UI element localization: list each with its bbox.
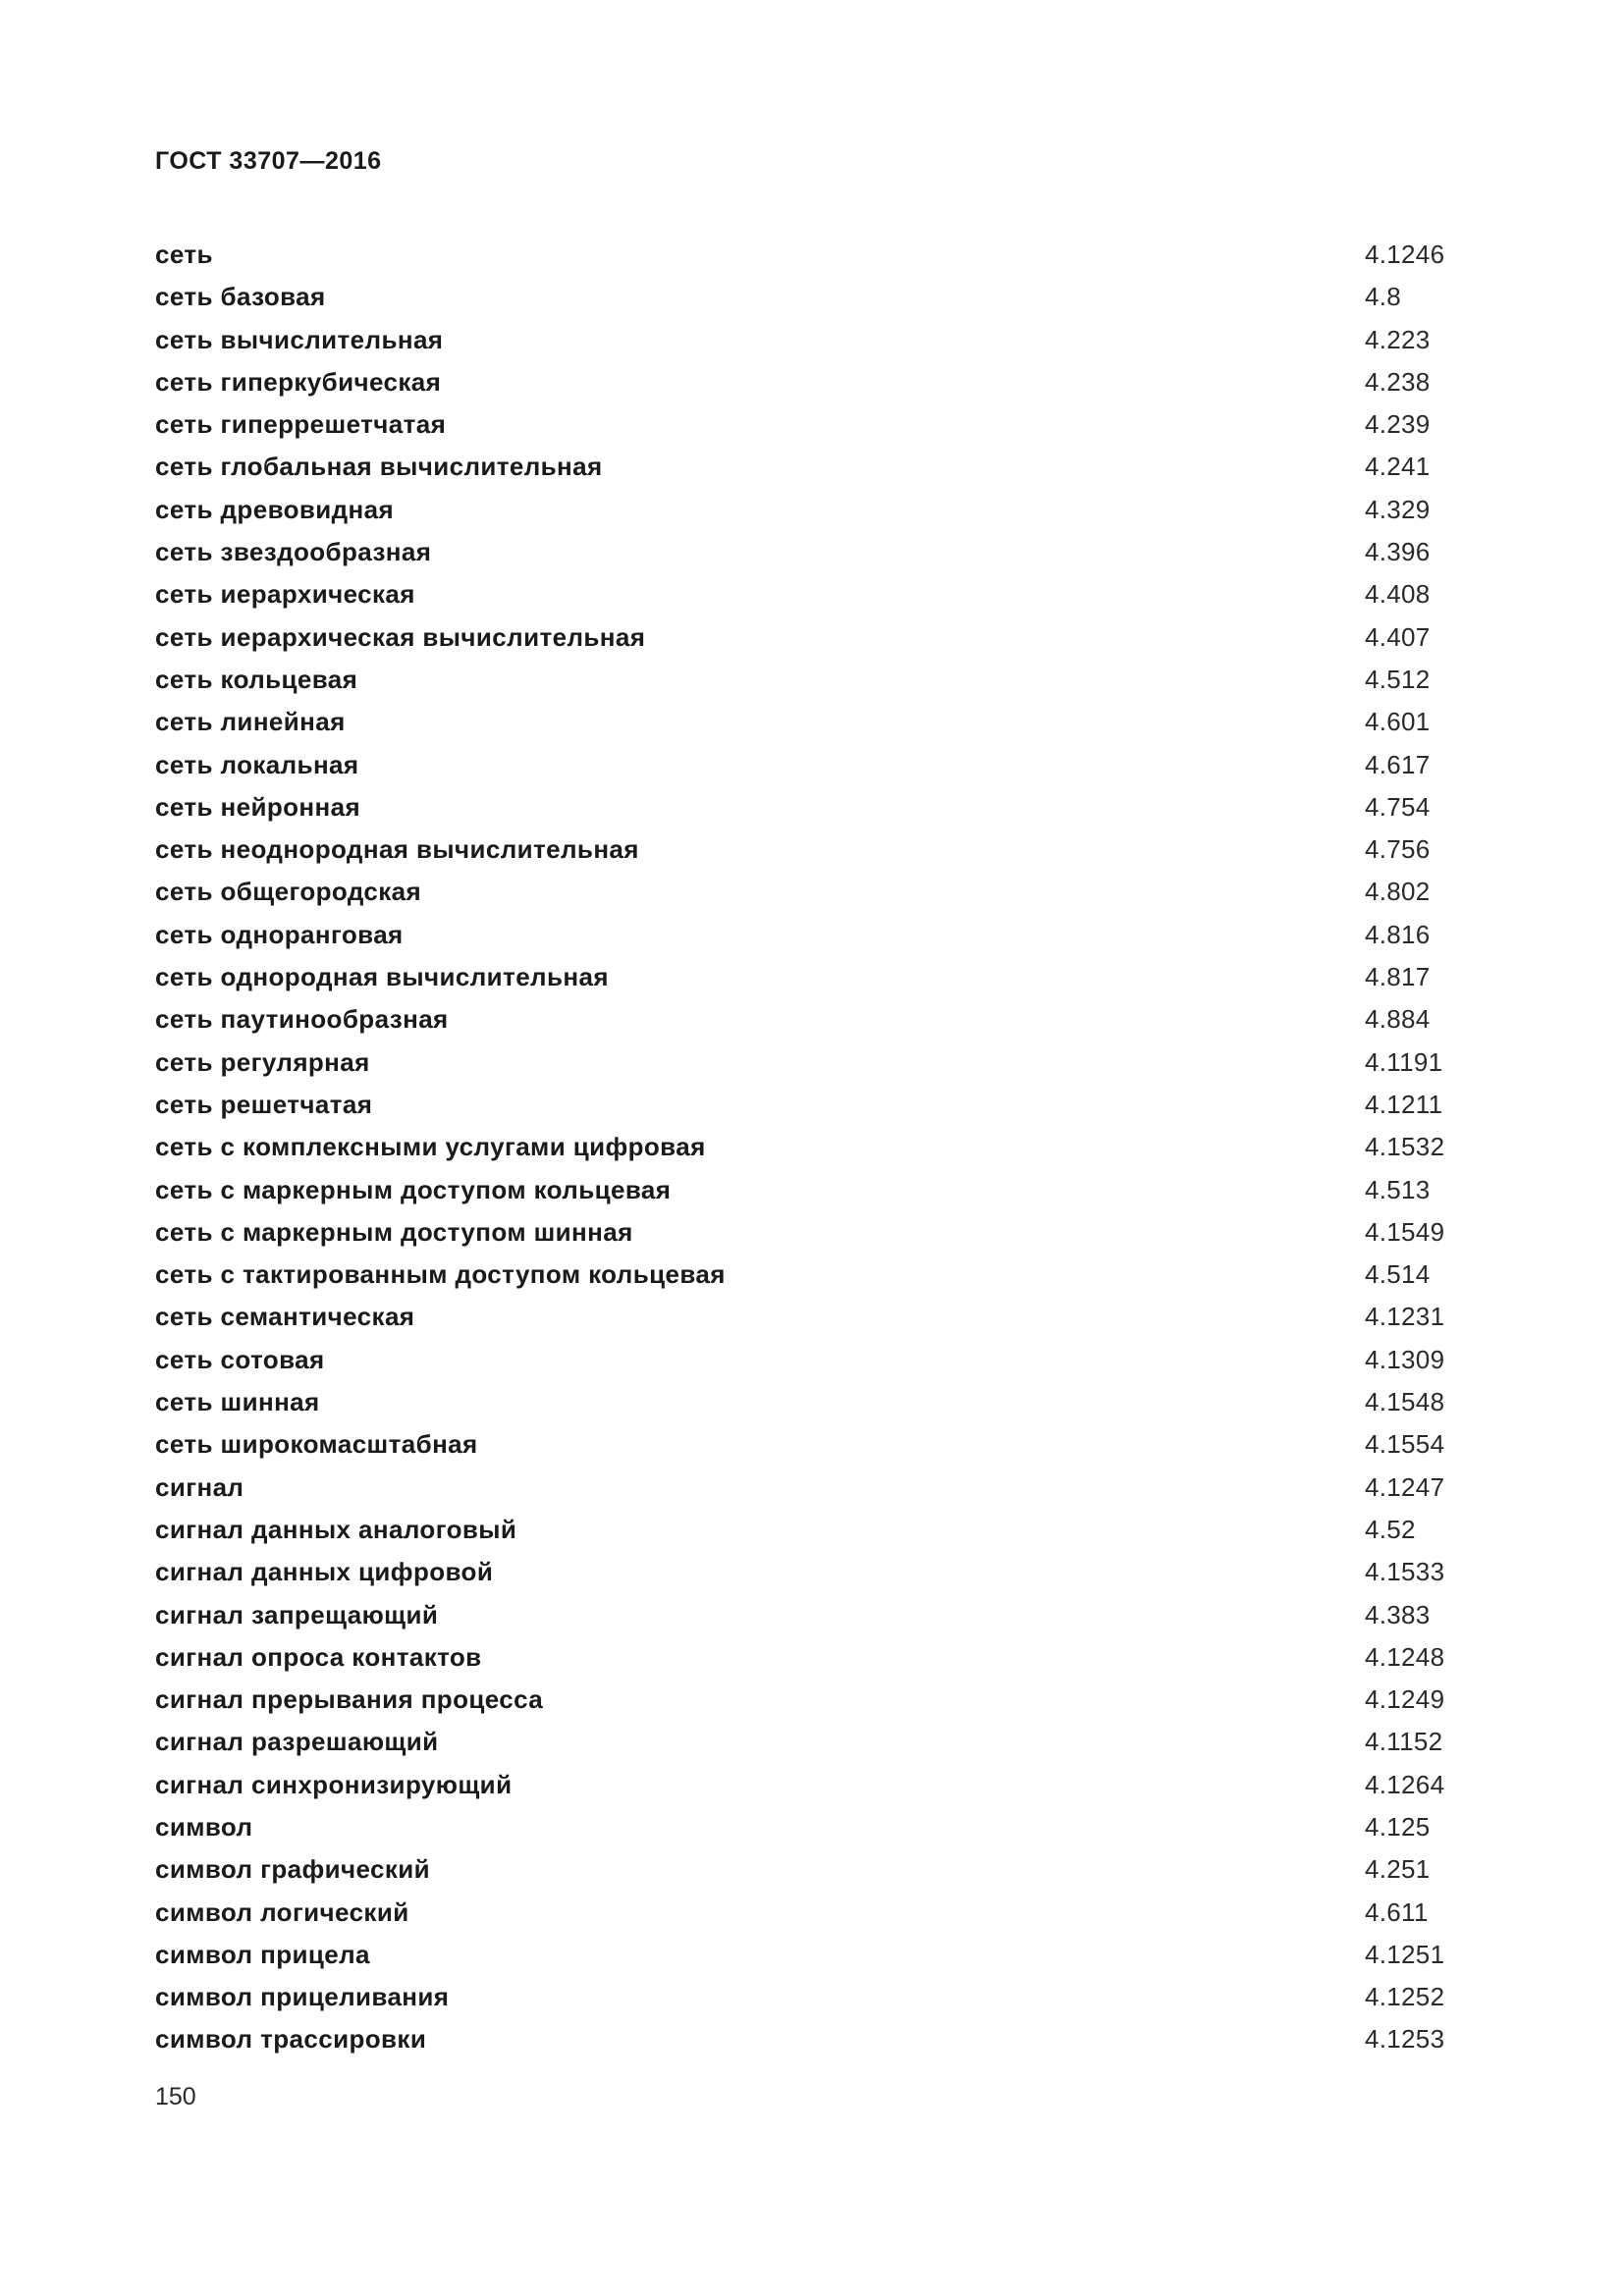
index-entry: [155, 1725, 1471, 1767]
index-term: сигнал данных цифровой: [155, 1557, 494, 1587]
index-reference: 4.1251: [1365, 1939, 1445, 1969]
index-entry: [155, 450, 1471, 492]
index-reference: 4.407: [1365, 621, 1431, 652]
index-reference: 4.802: [1365, 877, 1431, 907]
index-term: сеть кольцевая: [155, 664, 358, 694]
index-reference: 4.329: [1365, 494, 1431, 524]
index-term: сигнал опроса контактов: [155, 1641, 482, 1672]
index-reference: 4.408: [1365, 579, 1431, 610]
index-term: символ графический: [155, 1854, 431, 1885]
index-reference: 4.125: [1365, 1811, 1431, 1842]
index-reference: 4.1309: [1365, 1344, 1445, 1374]
index-entry: [155, 1215, 1471, 1257]
index-reference: 4.1246: [1365, 240, 1445, 269]
index-entry: [155, 1682, 1471, 1725]
index-reference: 4.383: [1365, 1599, 1431, 1629]
term-index-list: [155, 238, 1471, 2065]
index-entry: [155, 1470, 1471, 1513]
index-reference: 4.241: [1365, 452, 1431, 482]
index-reference: 4.396: [1365, 537, 1431, 567]
index-entry: [155, 365, 1471, 407]
index-entry: [155, 1768, 1471, 1810]
index-reference: 4.1231: [1365, 1302, 1445, 1332]
document-header: ГОСТ 33707—2016: [155, 147, 382, 175]
index-term: сеть звездообразная: [155, 537, 432, 567]
index-entry: [155, 1045, 1471, 1088]
index-entry: [155, 1385, 1471, 1427]
index-entry: [155, 875, 1471, 917]
index-reference: 4.223: [1365, 324, 1431, 354]
index-reference: 4.8: [1365, 282, 1402, 312]
index-reference: 4.817: [1365, 962, 1431, 992]
index-entry: [155, 1938, 1471, 1980]
index-term: символ прицела: [155, 1939, 370, 1969]
index-entry: [155, 1640, 1471, 1682]
index-entry: [155, 1257, 1471, 1300]
index-entry: [155, 535, 1471, 577]
index-term: сеть однородная вычислительная: [155, 962, 609, 992]
index-term: сеть сотовая: [155, 1344, 325, 1374]
index-entry: [155, 1300, 1471, 1342]
index-term: сеть регулярная: [155, 1046, 370, 1077]
index-reference: 4.1554: [1365, 1429, 1445, 1460]
index-entry: [155, 1088, 1471, 1130]
index-reference: 4.1247: [1365, 1471, 1445, 1502]
index-reference: 4.1533: [1365, 1557, 1445, 1587]
index-entry: [155, 1343, 1471, 1385]
index-term: сеть: [155, 240, 213, 269]
index-term: сигнал синхронизирующий: [155, 1769, 513, 1799]
index-entry: [155, 1980, 1471, 2022]
index-entry: [155, 748, 1471, 790]
index-entry: [155, 1810, 1471, 1852]
index-term: сигнал данных аналоговый: [155, 1514, 517, 1544]
index-entry: [155, 323, 1471, 365]
index-term: сеть древовидная: [155, 494, 395, 524]
index-term: сигнал прерывания процесса: [155, 1684, 544, 1715]
index-entry: [155, 1555, 1471, 1597]
index-term: сеть базовая: [155, 282, 326, 312]
index-reference: 4.1248: [1365, 1641, 1445, 1672]
index-reference: 4.512: [1365, 664, 1431, 694]
index-term: сеть шинная: [155, 1387, 320, 1417]
index-reference: 4.239: [1365, 409, 1431, 440]
index-reference: 4.1152: [1365, 1727, 1443, 1757]
index-entry: [155, 577, 1471, 619]
index-term: сеть решетчатая: [155, 1089, 373, 1119]
index-term: сеть неоднородная вычислительная: [155, 834, 639, 865]
index-entry: [155, 238, 1471, 280]
index-entry: [155, 663, 1471, 705]
index-entry: [155, 1896, 1471, 1938]
index-term: сеть нейронная: [155, 791, 361, 822]
index-entry: [155, 2022, 1471, 2064]
index-reference: 4.1249: [1365, 1684, 1445, 1715]
index-reference: 4.756: [1365, 834, 1431, 865]
index-term: сеть общегородская: [155, 877, 422, 907]
index-reference: 4.816: [1365, 919, 1431, 949]
index-reference: 4.611: [1365, 1896, 1429, 1927]
index-term: сеть широкомасштабная: [155, 1429, 478, 1460]
index-reference: 4.1253: [1365, 2024, 1445, 2055]
index-entry: [155, 1427, 1471, 1469]
index-term: символ: [155, 1811, 253, 1842]
index-term: сеть гиперрешетчатая: [155, 409, 447, 440]
index-entry: [155, 705, 1471, 747]
index-reference: 4.513: [1365, 1174, 1431, 1204]
index-term: сеть с маркерным доступом кольцевая: [155, 1174, 672, 1204]
index-entry: [155, 1852, 1471, 1895]
index-term: сеть с тактированным доступом кольцевая: [155, 1259, 726, 1290]
index-reference: 4.514: [1365, 1259, 1431, 1290]
index-reference: 4.1191: [1365, 1046, 1443, 1077]
index-reference: 4.251: [1365, 1854, 1431, 1885]
index-entry: [155, 918, 1471, 960]
index-term: символ трассировки: [155, 2024, 427, 2055]
index-term: символ логический: [155, 1896, 409, 1927]
index-entry: [155, 1598, 1471, 1640]
index-reference: 4.1549: [1365, 1216, 1445, 1247]
index-reference: 4.617: [1365, 749, 1431, 779]
index-term: сеть глобальная вычислительная: [155, 452, 603, 482]
index-entry: [155, 1513, 1471, 1555]
index-entry: [155, 493, 1471, 535]
index-entry: [155, 1130, 1471, 1172]
index-term: сеть иерархическая: [155, 579, 415, 610]
index-entry: [155, 1002, 1471, 1044]
index-term: сеть вычислительная: [155, 324, 444, 354]
index-term: сеть гиперкубическая: [155, 366, 442, 397]
index-term: сеть паутинообразная: [155, 1004, 449, 1035]
index-reference: 4.1252: [1365, 1982, 1445, 2012]
index-entry: [155, 1173, 1471, 1215]
index-reference: 4.1211: [1365, 1089, 1443, 1119]
index-term: сигнал: [155, 1471, 244, 1502]
index-term: сигнал запрещающий: [155, 1599, 439, 1629]
index-reference: 4.754: [1365, 791, 1431, 822]
index-reference: 4.884: [1365, 1004, 1431, 1035]
index-entry: [155, 960, 1471, 1002]
index-term: сеть с маркерным доступом шинная: [155, 1216, 633, 1247]
index-term: сигнал разрешающий: [155, 1727, 439, 1757]
index-entry: [155, 280, 1471, 322]
index-term: сеть линейная: [155, 707, 346, 737]
index-term: сеть локальная: [155, 749, 359, 779]
index-entry: [155, 407, 1471, 450]
index-reference: 4.1548: [1365, 1387, 1445, 1417]
index-term: сеть семантическая: [155, 1302, 415, 1332]
index-entry: [155, 790, 1471, 832]
index-reference: 4.601: [1365, 707, 1431, 737]
index-term: сеть с комплексными услугами цифровая: [155, 1132, 706, 1162]
index-reference: 4.1264: [1365, 1769, 1445, 1799]
index-reference: 4.52: [1365, 1514, 1416, 1544]
index-term: сеть одноранговая: [155, 919, 404, 949]
index-entry: [155, 620, 1471, 663]
index-reference: 4.238: [1365, 366, 1431, 397]
index-entry: [155, 832, 1471, 875]
index-reference: 4.1532: [1365, 1132, 1445, 1162]
index-term: символ прицеливания: [155, 1982, 450, 2012]
index-term: сеть иерархическая вычислительная: [155, 621, 646, 652]
page-number: 150: [155, 2083, 196, 2110]
